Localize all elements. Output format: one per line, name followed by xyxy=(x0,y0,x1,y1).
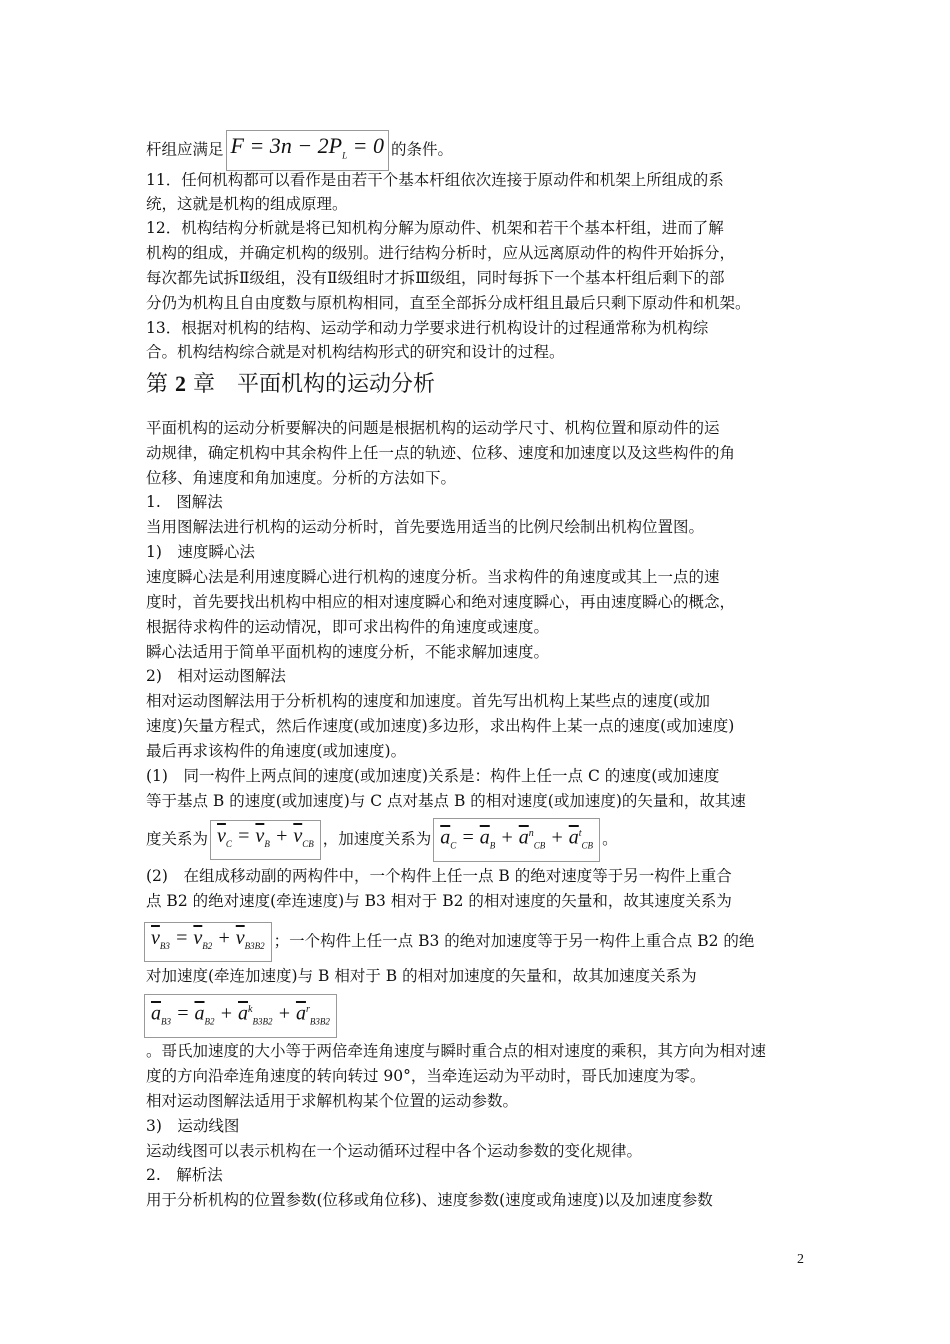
text-line: 速度)矢量方程式，然后作速度(或加速度)多边形，求出构件上某一点的速度(或加速度) xyxy=(146,717,735,735)
text-line: (2) 在组成移动副的两构件中，一个构件上任一点 B 的绝对速度等于另一构件上重合 xyxy=(146,867,732,885)
text-line: (1) 同一构件上两点间的速度(或加速度)关系是：构件上任一点 C 的速度(或加速度 xyxy=(146,767,720,785)
text-line: 。哥氏加速度的大小等于两倍牵连角速度与瞬时重合点的相对速度的乘积，其方向为相对速 xyxy=(146,1042,767,1060)
text-line: 合。机构结构综合就是对机构结构形式的研究和设计的过程。 xyxy=(146,343,565,361)
dof-formula: $F = 3n - 2P_L = 0$ xyxy=(226,130,389,171)
text-line: 杆组应满足 $F = 3n - 2P_L = 0$ 的条件。 xyxy=(146,130,453,171)
text-line: 平面机构的运动分析要解决的问题是根据机构的运动学尺寸、机构位置和原动件的运 xyxy=(146,419,720,437)
text-line: 瞬心法适用于简单平面机构的速度分析，不能求解加速度。 xyxy=(146,643,550,661)
text-line: 分仍为机构且自由度数与原机构相同，直至全部拆分成杆组且最后只剩下原动件和机架。 xyxy=(146,294,751,312)
text-line: 机构的组成，并确定机构的级别。进行结构分析时，应从远离原动件的构件开始拆分， xyxy=(146,244,736,262)
slider-velocity-formula: $\overline{v}_{B3} = \overline{v}_{B2} + \overline{v}_{B3B2}$ xyxy=(144,922,272,962)
text-line: 根据待求构件的运动情况，即可求出构件的角速度或速度。 xyxy=(146,618,550,636)
text-line: 12．机构结构分析就是将已知机构分解为原动件、机架和若干个基本杆组，进而了解 xyxy=(146,219,724,237)
text-line: 相对运动图解法适用于求解机构某个位置的运动参数。 xyxy=(146,1092,519,1110)
text-line: 相对运动图解法用于分析机构的速度和加速度。首先写出机构上某些点的速度(或加 xyxy=(146,692,711,710)
text-line: 对加速度(牵连加速度)与 B 相对于 B 的相对加速度的矢量和，故其加速度关系为 xyxy=(146,967,697,985)
text-line: 11．任何机构都可以看作是由若干个基本杆组依次连接于原动件和机架上所组成的系 xyxy=(146,171,724,189)
acceleration-relation-formula: $\overline{a}_C = \overline{a}_B + \overline{a}^n_{CB} + \overline{a}^t_{CB}$ xyxy=(433,818,600,862)
text-line: $\overline{v}_{B3} = \overline{v}_{B2} + \overline{v}_{B3B2}$ ；一个构件上任一点 B3 的绝对加速度等于另一构件上重合点 B2 的绝 xyxy=(146,922,754,962)
section-title: 1. 图解法 xyxy=(146,493,223,511)
text-line: 度的方向沿牵连角速度的转向转过 90°，当牵连运动为平动时，哥氏加速度为零。 xyxy=(146,1067,706,1085)
chapter-heading: 第 2 章 平面机构的运动分析 xyxy=(146,371,436,397)
text-line: 每次都先试拆Ⅱ级组，没有Ⅱ级组时才拆Ⅲ级组，同时每拆下一个基本杆组后剩下的部 xyxy=(146,269,725,287)
text-line xyxy=(146,994,339,1038)
text-line: 位移、角速度和角加速度。分析的方法如下。 xyxy=(146,469,457,487)
text-line: 运动线图可以表示机构在一个运动循环过程中各个运动参数的变化规律。 xyxy=(146,1142,643,1160)
text-line: 用于分析机构的位置参数(位移或角位移)、速度参数(速度或角速度)以及加速度参数 xyxy=(146,1191,713,1209)
text-line: 动规律，确定机构中其余构件上任一点的轨迹、位移、速度和加速度以及这些构件的角 xyxy=(146,444,736,462)
text-line: 速度瞬心法是利用速度瞬心进行机构的速度分析。当求构件的角速度或其上一点的速 xyxy=(146,568,720,586)
section-title: 1) 速度瞬心法 xyxy=(146,543,255,561)
text-line: 度时，首先要找出机构中相应的相对速度瞬心和绝对速度瞬心，再由速度瞬心的概念， xyxy=(146,593,736,611)
section-title: 3) 运动线图 xyxy=(146,1117,240,1135)
text-line: 等于基点 B 的速度(或加速度)与 C 点对基点 B 的相对速度(或加速度)的矢量和，故其速 xyxy=(146,792,746,810)
slider-acceleration-formula: $\overline{a}_{B3} = \overline{a}_{B2} + \overline{a}^k_{B3B2} + \overline{a}^r_{B3B2}$ xyxy=(144,994,337,1038)
text-line: 点 B2 的绝对速度(牵连速度)与 B3 相对于 B2 的相对速度的矢量和，故其速度关系为 xyxy=(146,892,732,910)
text-line: 最后再求该构件的角速度(或加速度)。 xyxy=(146,742,407,760)
text-line: 度关系为 $\overline{v}_C = \overline{v}_B + \overline{v}_{CB}$ ，加速度关系为 $\overline{a}_C = \overline{a}_B + \overline{a}^n_{CB} + \overline{a}^t_{CB}$ 。 xyxy=(146,818,618,862)
section-title: 2) 相对运动图解法 xyxy=(146,667,286,685)
section-title: 2. 解析法 xyxy=(146,1166,223,1184)
text-line: 统，这就是机构的组成原理。 xyxy=(146,195,348,213)
velocity-relation-formula: $\overline{v}_C = \overline{v}_B + \overline{v}_{CB}$ xyxy=(210,820,321,860)
text-line: 当用图解法进行机构的运动分析时，首先要选用适当的比例尺绘制出机构位置图。 xyxy=(146,518,705,536)
text-line: 13．根据对机构的结构、运动学和动力学要求进行机构设计的过程通常称为机构综 xyxy=(146,319,709,337)
page-number: 2 xyxy=(797,1252,804,1267)
